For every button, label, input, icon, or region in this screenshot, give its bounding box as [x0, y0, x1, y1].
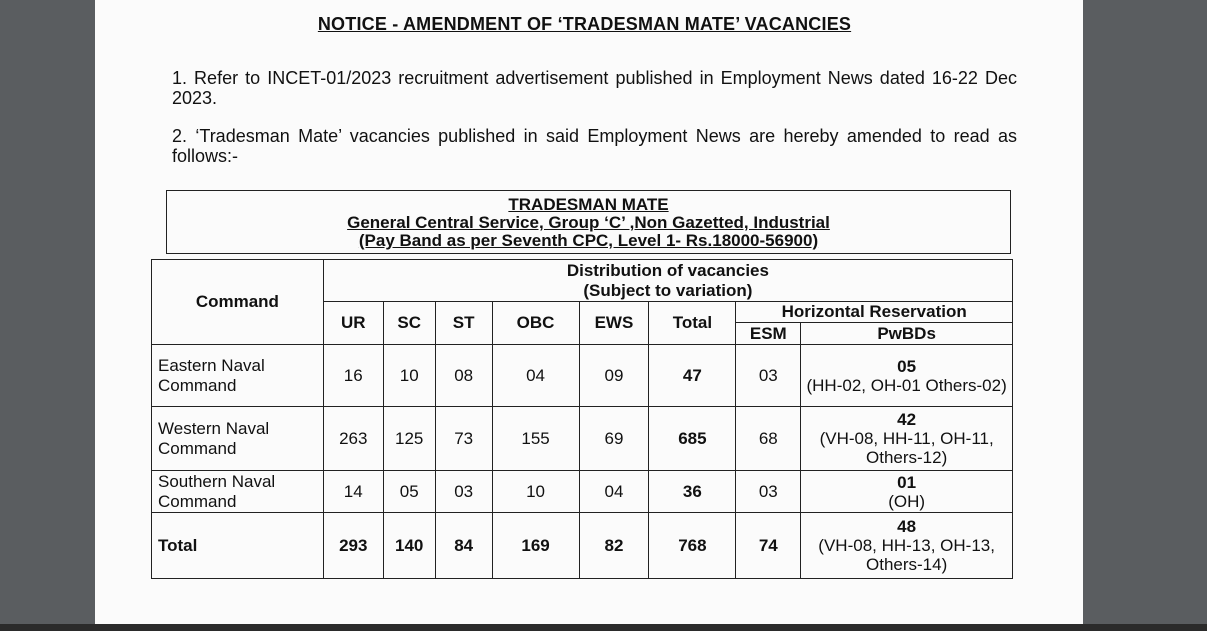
post-title: TRADESMAN MATE — [508, 195, 669, 214]
pwbds-detail: (HH-02, OH-01 Others-02) — [806, 375, 1007, 395]
ur-cell: 263 — [323, 407, 383, 471]
command-cell: Southern Naval Command — [152, 471, 324, 513]
command-header: Command — [152, 260, 324, 345]
ews-header: EWS — [579, 302, 649, 345]
sc-cell: 10 — [383, 345, 435, 407]
ews-cell: 04 — [579, 471, 649, 513]
table-row — [152, 345, 1013, 407]
ur-header: UR — [323, 302, 383, 345]
pwbds-count: 01 — [897, 472, 917, 492]
post-group: General Central Service, Group ‘C’ ,Non Gazetted, Industrial — [347, 213, 830, 232]
esm-cell: 03 — [736, 345, 801, 407]
st-cell: 08 — [435, 345, 492, 407]
horizontal-reservation-header: Horizontal Reservation — [736, 302, 1013, 323]
sc-total-cell: 140 — [383, 513, 435, 579]
total-label-cell: Total — [152, 513, 324, 579]
pwbds-count: 42 — [897, 410, 917, 429]
total-row — [152, 513, 1013, 579]
command-cell: Western Naval Command — [152, 407, 324, 471]
grand-total-cell: 768 — [649, 513, 736, 579]
pwbds-cell — [801, 407, 1013, 471]
pwbds-total-cell — [801, 513, 1013, 579]
obc-cell: 10 — [492, 471, 579, 513]
st-total-cell: 84 — [435, 513, 492, 579]
vacancy-table — [151, 259, 1013, 579]
table-row — [152, 407, 1013, 471]
pwbds-detail: (OH) — [888, 491, 926, 511]
table-row — [152, 471, 1013, 513]
post-header-box — [166, 190, 1011, 254]
pwbds-count: 48 — [897, 517, 917, 536]
ews-cell: 09 — [579, 345, 649, 407]
total-cell: 685 — [649, 407, 736, 471]
post-pay-band: (Pay Band as per Seventh CPC, Level 1- Rs.18000-56900) — [358, 231, 819, 250]
paragraph-1: 1. Refer to INCET-01/2023 recruitment advertisement published in Employment News dated 16-22 Dec 2023. — [172, 68, 1017, 108]
distribution-header — [323, 260, 1012, 302]
ur-total-cell: 293 — [323, 513, 383, 579]
pwbds-cell — [801, 471, 1013, 513]
bottom-bar — [0, 624, 1207, 631]
sc-header: SC — [383, 302, 435, 345]
pwbds-header: PwBDs — [801, 323, 1013, 345]
obc-header: OBC — [492, 302, 579, 345]
esm-cell: 03 — [736, 471, 801, 513]
pwbds-detail: (VH-08, HH-13, OH-13, Others-14) — [818, 536, 995, 574]
obc-cell: 155 — [492, 407, 579, 471]
esm-header: ESM — [736, 323, 801, 345]
obc-total-cell: 169 — [492, 513, 579, 579]
st-cell: 03 — [435, 471, 492, 513]
notice-title: NOTICE - AMENDMENT OF ‘TRADESMAN MATE’ VACANCIES — [317, 14, 852, 34]
pwbds-detail: (VH-08, HH-11, OH-11, Others-12) — [819, 429, 994, 467]
ews-total-cell: 82 — [579, 513, 649, 579]
ur-cell: 14 — [323, 471, 383, 513]
sc-cell: 05 — [383, 471, 435, 513]
ews-cell: 69 — [579, 407, 649, 471]
st-header: ST — [435, 302, 492, 345]
st-cell: 73 — [435, 407, 492, 471]
distribution-note: (Subject to variation) — [583, 280, 753, 300]
sc-cell: 125 — [383, 407, 435, 471]
pwbds-count: 05 — [897, 356, 917, 376]
total-cell: 47 — [649, 345, 736, 407]
distribution-label: Distribution of vacancies — [566, 260, 769, 280]
total-cell: 36 — [649, 471, 736, 513]
esm-cell: 68 — [736, 407, 801, 471]
total-header: Total — [649, 302, 736, 345]
esm-total-cell: 74 — [736, 513, 801, 579]
command-cell: Eastern Naval Command — [152, 345, 324, 407]
obc-cell: 04 — [492, 345, 579, 407]
ur-cell: 16 — [323, 345, 383, 407]
pwbds-cell — [801, 345, 1013, 407]
paragraph-2: 2. ‘Tradesman Mate’ vacancies published in said Employment News are hereby amended to read as follows:- — [172, 126, 1017, 166]
